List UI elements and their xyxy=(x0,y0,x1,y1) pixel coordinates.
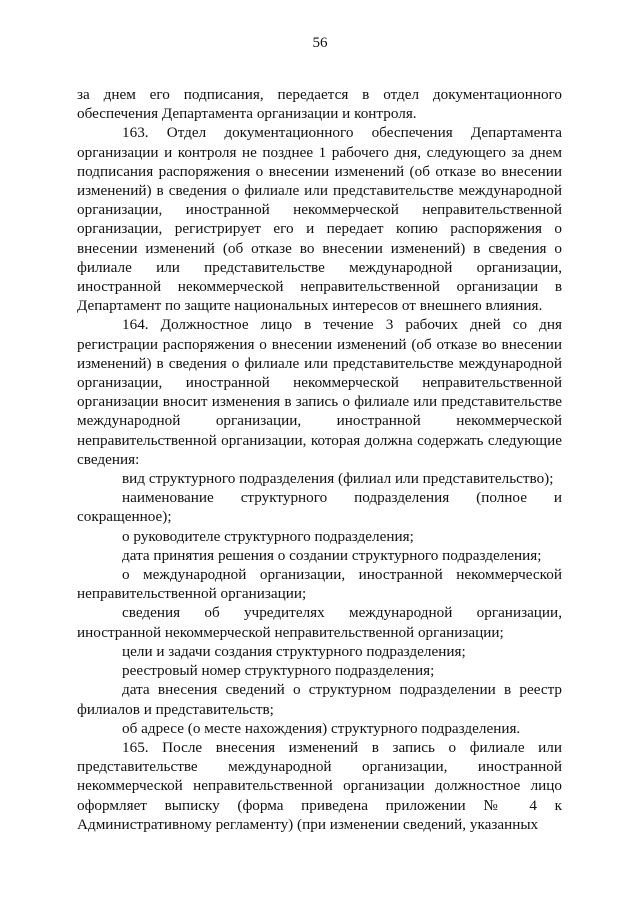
list-item: дата внесения сведений о структурном подразделении в реестр филиалов и представительств; xyxy=(77,681,562,718)
paragraph-continuation: за днем его подписания, передается в отдел документационного обеспечения Департамента организации и контроля. xyxy=(77,86,562,123)
list-item: о международной организации, иностранной некоммерческой неправительственной организации; xyxy=(77,566,562,603)
list-item: реестровый номер структурного подразделения; xyxy=(122,662,435,680)
document-body xyxy=(77,85,562,834)
paragraph-164: 164. Должностное лицо в течение 3 рабочих дней со дня регистрации распоряжения о внесении изменений (об отказе во внесении изменений) в сведения о филиале или представительстве международной организации, иностранной некоммерческой неправительственной организации вносит изменения в запись о филиале или представительстве международной организации, иностранной некоммерческой неправительственной организации, которая должна содержать следующие сведения: xyxy=(77,316,562,468)
list-item: цели и задачи создания структурного подразделения; xyxy=(122,642,466,660)
list-item: сведения об учредителях международной организации, иностранной некоммерческой неправительственной организации; xyxy=(77,604,562,641)
page-number: 56 xyxy=(312,35,328,51)
paragraph-163: 163. Отдел документационного обеспечения Департамента организации и контроля не позднее 1 рабочего дня, следующего за днем подписания распоряжения о внесении изменений (об отказе во внесении изменений) в сведения о филиале или представительстве международной организации, иностранной некоммерческой неправительственной организации, регистрирует его и передает копию распоряжения о внесении изменений (об отказе во внесении изменений) в сведения о филиале или представительстве международной организации, иностранной некоммерческой неправительственной организации в Департамент по защите национальных интересов от внешнего влияния. xyxy=(77,124,562,315)
list-item: дата принятия решения о создании структурного подразделения; xyxy=(122,546,542,564)
paragraph-165: 165. После внесения изменений в запись о филиале или представительстве международной организации, иностранной некоммерческой неправительственной организации должностное лицо оформляет выписку (форма приведена приложении № 4 к Административному регламенту) (при изменении сведений, указанных xyxy=(77,738,562,833)
list-item: об адресе (о месте нахождения) структурного подразделения. xyxy=(122,719,521,737)
list-item: вид структурного подразделения (филиал или представительство); xyxy=(122,470,554,488)
list-item: о руководителе структурного подразделения; xyxy=(122,527,414,545)
list-item: наименование структурного подразделения (полное и сокращенное); xyxy=(77,489,562,526)
